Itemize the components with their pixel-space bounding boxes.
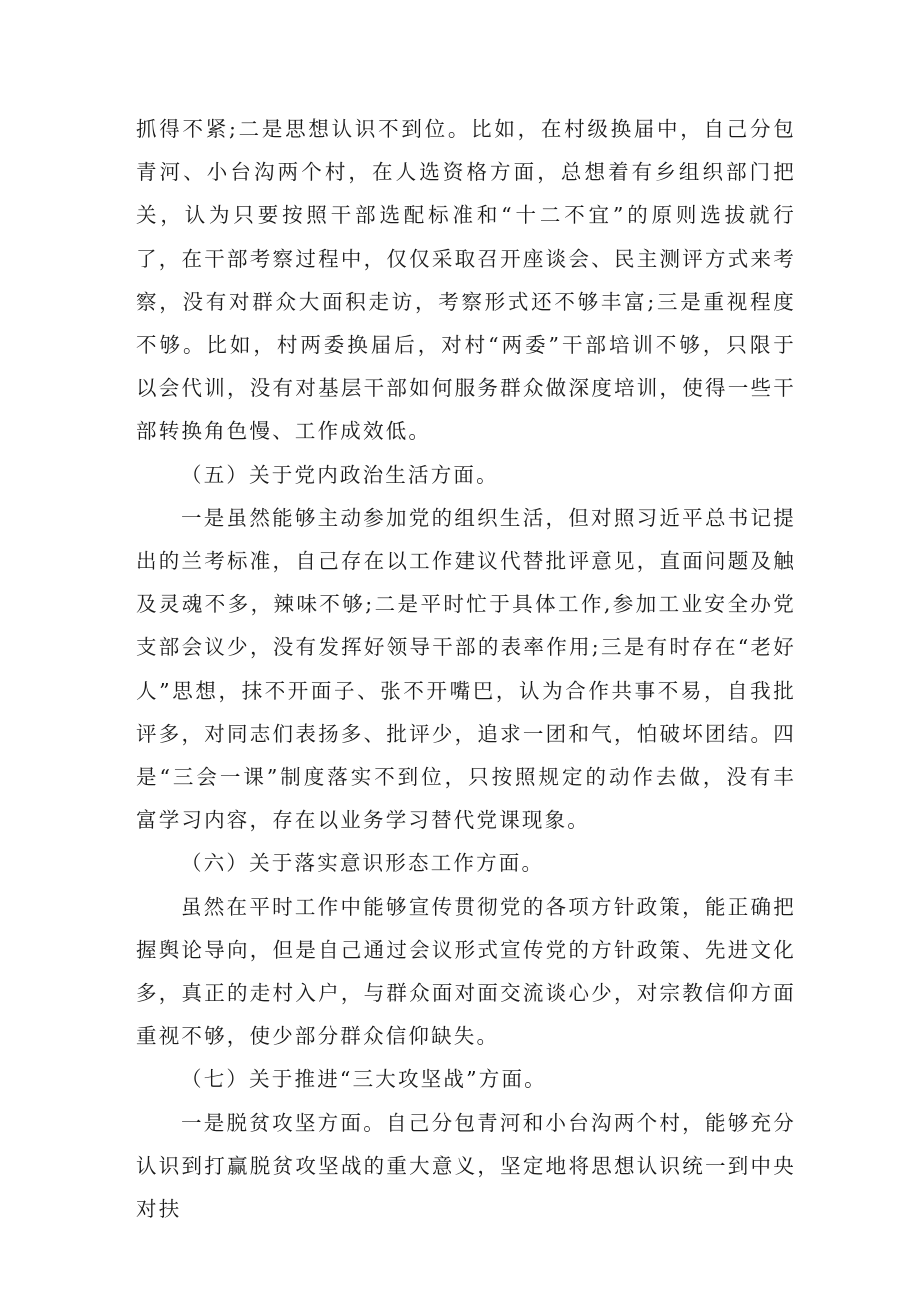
section-heading: （五）关于党内政治生活方面。: [181, 462, 499, 487]
document-body: [136, 108, 796, 1231]
paragraph: 抓得不紧;二是思想认识不到位。比如，在村级换届中，自己分包青河、小台沟两个村，在人选资格方面，总想着有乡组织部门把关，认为只要按照干部选配标准和“十二不宜”的原则选拔就行了，在干部考察过程中，仅仅采取召开座谈会、民主测评方式来考察，没有对群众大面积走访，考察形式还不够丰富;三是重视程度不够。比如，村两委换届后，对村“两委”干部培训不够，只限于以会代训，没有对基层干部如何服务群众做深度培训，使得一些干部转换角色慢、工作成效低。: [136, 117, 796, 444]
paragraph: 虽然在平时工作中能够宣传贯彻党的各项方针政策，能正确把握舆论导向，但是自己通过会议形式宣传党的方针政策、先进文化多，真正的走村入户，与群众面对面交流谈心少，对宗教信仰方面重视不够，使少部分群众信仰缺失。: [136, 894, 796, 1049]
paragraph: 一是虽然能够主动参加党的组织生活，但对照习近平总书记提出的兰考标准，自己存在以工作建议代替批评意见，直面问题及触及灵魂不多，辣味不够;二是平时忙于具体工作,参加工业安全办党支部会议少，没有发挥好领导干部的表率作用;三是有时存在“老好人”思想，抹不开面子、张不开嘴巴，认为合作共事不易，自我批评多，对同志们表扬多、批评少，追求一团和气，怕破坏团结。四是“三会一课”制度落实不到位，只按照规定的动作去做，没有丰富学习内容，存在以业务学习替代党课现象。: [136, 505, 796, 833]
paragraph: 一是脱贫攻坚方面。自己分包青河和小台沟两个村，能够充分认识到打赢脱贫攻坚战的重大意义，坚定地将思想认识统一到中央对扶: [136, 1110, 796, 1222]
section-heading: （六）关于落实意识形态工作方面。: [181, 851, 545, 876]
section-heading: （七）关于推进“三大攻坚战”方面。: [181, 1067, 547, 1092]
